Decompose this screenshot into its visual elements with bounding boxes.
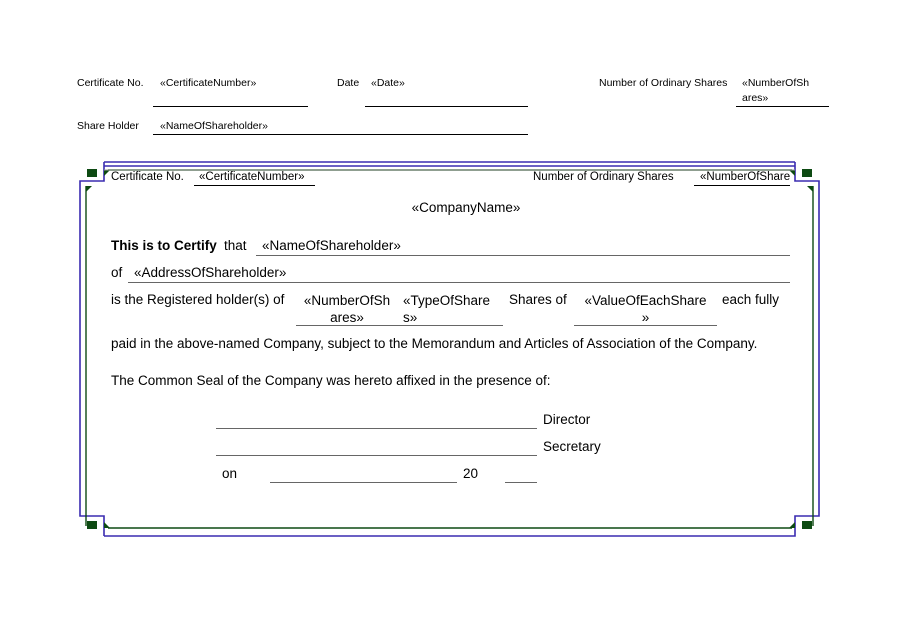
of-label: of <box>111 265 123 280</box>
director-signature-line <box>216 428 537 429</box>
cert-no-label: Certificate No. <box>111 171 184 183</box>
num-shares-line1: «NumberOfSh <box>303 293 391 308</box>
type-line2: s» <box>403 310 418 325</box>
num-shares-line2: ares» <box>330 310 364 325</box>
cert-shares-value: «NumberOfShare <box>700 171 791 183</box>
on-label: on <box>222 466 238 481</box>
value-line <box>574 325 717 326</box>
holder-name: «NameOfShareholder» <box>262 238 401 253</box>
value-line1: «ValueOfEachShare <box>584 293 707 308</box>
num-shares-line <box>296 325 398 326</box>
paid-text: paid in the above-named Company, subject to the Memorandum and Articles of Association of the Company. <box>111 336 758 351</box>
secretary-signature-line <box>216 455 537 456</box>
year-line <box>505 482 537 483</box>
type-line <box>398 325 503 326</box>
num-shares <box>296 292 398 326</box>
certify-bold: This is to Certify <box>111 238 217 253</box>
stub-cert-no-label: Certificate No. <box>77 77 144 89</box>
stub-shares-value-1: «NumberOfSh <box>742 77 810 89</box>
cert-shares-line <box>694 185 790 186</box>
corner-ornament-top-left <box>87 169 97 177</box>
director-label: Director <box>543 412 591 427</box>
certify-that: that <box>224 238 247 253</box>
each-fully: each fully <box>722 292 780 307</box>
registered-text: is the Registered holder(s) of <box>111 292 285 307</box>
share-value <box>574 292 717 326</box>
type-line1: «TypeOfShare <box>403 293 491 308</box>
stub-date-label: Date <box>337 77 360 89</box>
address: «AddressOfShareholder» <box>134 265 287 280</box>
date-line <box>270 482 457 483</box>
cert-no-value: «CertificateNumber» <box>199 171 305 183</box>
stub-holder-value: «NameOfShareholder» <box>160 120 268 132</box>
shares-of: Shares of <box>509 292 567 307</box>
holder-name-line <box>256 255 790 256</box>
stub-shares-value-2: ares» <box>742 92 769 104</box>
company-name: «CompanyName» <box>411 200 521 215</box>
value-line2: » <box>641 310 650 325</box>
address-line <box>128 282 790 283</box>
cert-shares-label: Number of Ordinary Shares <box>533 171 674 183</box>
stub-cert-no-value: «CertificateNumber» <box>160 77 257 89</box>
stub-shares-label: Number of Ordinary Shares <box>599 77 728 89</box>
corner-ornament-top-right <box>802 169 812 177</box>
seal-text: The Common Seal of the Company was hereto affixed in the presence of: <box>111 373 551 388</box>
stub-date-value: «Date» <box>371 77 405 89</box>
corner-ornament-bottom-right <box>802 521 812 529</box>
stub-holder-label: Share Holder <box>77 120 139 132</box>
corner-ornament-bottom-left <box>87 521 97 529</box>
year-label: 20 <box>463 466 479 481</box>
share-type <box>403 292 503 326</box>
cert-no-line <box>194 185 315 186</box>
secretary-label: Secretary <box>543 439 601 454</box>
